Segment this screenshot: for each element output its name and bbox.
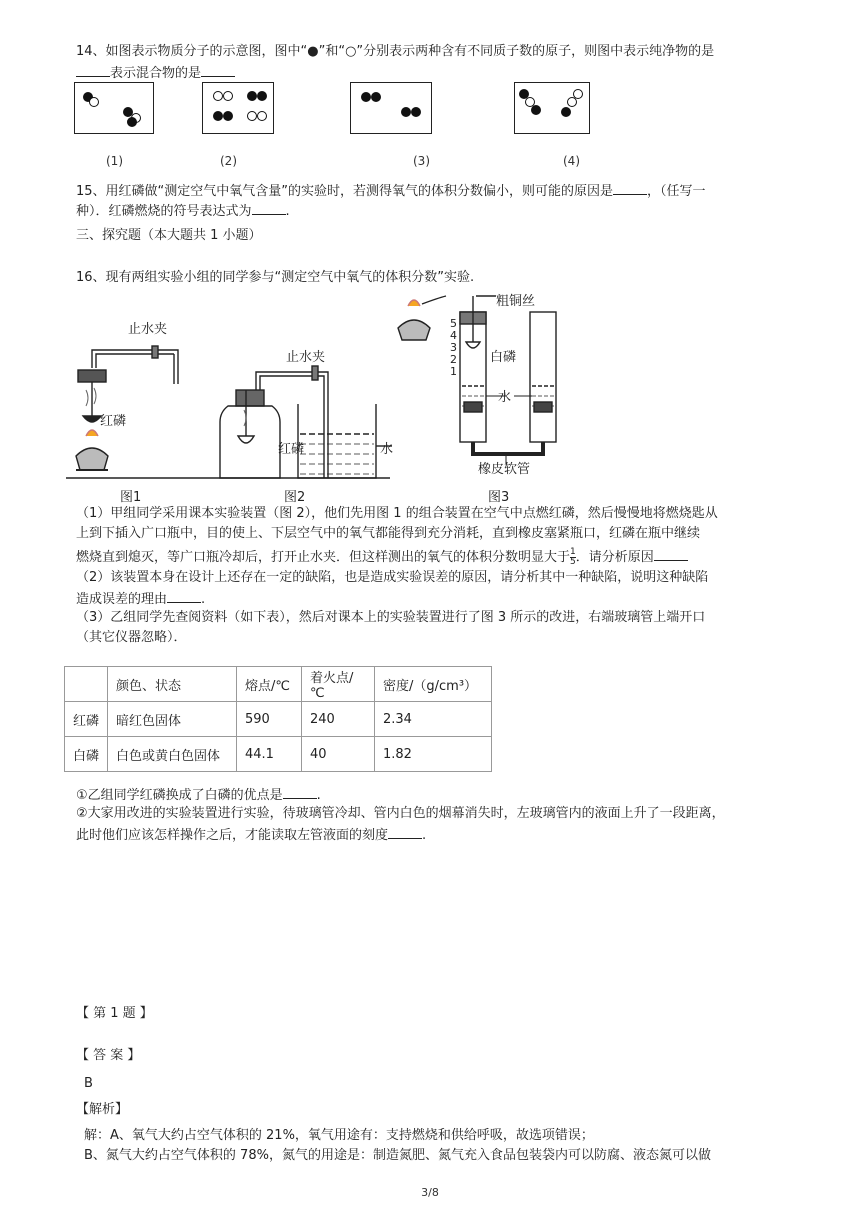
q14-blank-mixture[interactable] xyxy=(201,62,235,77)
table-header-cell: 熔点/℃ xyxy=(237,667,302,702)
table-cell: 40 xyxy=(302,737,375,772)
phosphorus-table xyxy=(64,666,492,772)
fig3-label-bailin: 白磷 xyxy=(490,350,517,365)
q16-blank-3[interactable] xyxy=(283,784,317,799)
molecule-label-2: (2) xyxy=(220,154,237,168)
q16-p2-b xyxy=(76,588,820,610)
fig3-caption: 图3 xyxy=(488,490,510,505)
table-row xyxy=(65,702,492,737)
page-number: 3/8 xyxy=(421,1186,439,1199)
q14-line2 xyxy=(76,62,820,84)
fig2-label-zhishuijia: 止水夹 xyxy=(286,350,326,365)
table-cell: 红磷 xyxy=(65,702,108,737)
q16-p2-b-tail: . xyxy=(201,592,206,607)
q15-text1-tail: ，（任写一 xyxy=(647,184,706,199)
q15-line1 xyxy=(76,180,820,202)
q15-blank-reason[interactable] xyxy=(613,180,647,195)
fig3-label-shui: 水 xyxy=(498,390,512,405)
molecule-label-4: (4) xyxy=(563,154,580,168)
q15-text1: 15、用红磷做“测定空气中氧气含量”的实验时，若测得氧气的体积分数偏小，则可能的原因是 xyxy=(76,184,614,199)
fig3-label-xiangpiruanguan: 橡皮软管 xyxy=(478,462,531,477)
q15-text2: 种）．红磷燃烧的符号表达式为 xyxy=(76,204,252,219)
fig2-caption: 图2 xyxy=(284,490,306,505)
q16-sub2-a: ②大家用改进的实验装置进行实验，待玻璃管冷却、管内白色的烟幕消失时，左玻璃管内的液面上升了一段距离， xyxy=(76,806,725,821)
answer-value: B xyxy=(84,1076,93,1091)
table-row xyxy=(65,737,492,772)
table-cell: 240 xyxy=(302,702,375,737)
molecule-box-3 xyxy=(350,82,432,134)
q16-p1-c-tail: ．请分析原因 xyxy=(575,550,654,565)
q16-sub2-b xyxy=(76,824,820,846)
fig2-label-shui: 水 xyxy=(380,442,394,457)
fig1-label-zhishuijia: 止水夹 xyxy=(128,322,168,337)
q15-blank-equation[interactable] xyxy=(252,200,286,215)
q15-line2 xyxy=(76,200,820,222)
q16-blank-2[interactable] xyxy=(167,588,201,603)
fraction-one-fifth: $\frac{1}{5}$ xyxy=(570,547,576,567)
molecule-label-1: (1) xyxy=(106,154,123,168)
molecule-box-4 xyxy=(514,82,590,134)
table-cell: 白色或黄白色固体 xyxy=(108,737,237,772)
molecule-label-3: (3) xyxy=(413,154,430,168)
q16-sub1-text: ①乙组同学红磷换成了白磷的优点是 xyxy=(76,788,283,803)
q16-p1-c-text: 燃烧直到熄灭，等广口瓶冷却后，打开止水夹．但这样测出的氧气的体积分数明显大于 xyxy=(76,550,571,565)
q14-line1: 14、如图表示物质分子的示意图，图中“●”和“○”分别表示两种含有不同质子数的原子，则图中表示纯净物的是 xyxy=(76,44,715,59)
table-header-row xyxy=(65,667,492,702)
q16-p3-b: （其它仪器忽略）． xyxy=(76,630,187,645)
q16-sub1 xyxy=(76,784,820,806)
table-cell: 590 xyxy=(237,702,302,737)
q16-intro: 16、现有两组实验小组的同学参与“测定空气中氧气的体积分数”实验. xyxy=(76,270,475,285)
analysis-title: 【解析】 xyxy=(76,1102,129,1117)
q14-blank-pure[interactable] xyxy=(76,62,110,77)
table-cell: 暗红色固体 xyxy=(108,702,237,737)
q16-p1-b: 上到下插入广口瓶中，目的使上、下层空气中的氧气都能得到充分消耗，直到橡皮塞紧瓶口，红磷在瓶中继续 xyxy=(76,526,701,541)
molecule-box-1 xyxy=(74,82,154,134)
q16-p3-a: （3）乙组同学先查阅资料（如下表），然后对课本上的实验装置进行了图 3 所示的改进，右端玻璃管上端开口 xyxy=(76,610,706,625)
q16-p1-a: （1）甲组同学采用课本实验装置（图 2），他们先用图 1 的组合装置在空气中点燃红磷，然后慢慢地将燃烧匙从 xyxy=(76,506,718,521)
q16-p1-c xyxy=(76,546,820,568)
table-cell: 1.82 xyxy=(375,737,492,772)
analysis-line-2: B、氮气大约占空气体积的 78%，氮气的用途是：制造氮肥、氮气充入食品包装袋内可以防腐、液态氮可以做 xyxy=(84,1148,711,1163)
table-header-cell: 颜色、状态 xyxy=(108,667,237,702)
q16-sub1-tail: . xyxy=(316,788,321,803)
q16-sub2-b-text: 此时他们应该怎样操作之后，才能读取左管液面的刻度 xyxy=(76,828,389,843)
q16-blank-4[interactable] xyxy=(388,824,422,839)
fig1-label-honglin: 红磷 xyxy=(100,414,127,429)
fig3-label-cutongsi: 粗铜丝 xyxy=(496,294,536,309)
q16-blank-1[interactable] xyxy=(654,546,688,561)
fig1-caption: 图1 xyxy=(120,490,142,505)
q16-p2-a: （2）该装置本身在设计上还存在一定的缺陷，也是造成实验误差的原因，请分析其中一种缺陷，说明这种缺陷 xyxy=(76,570,709,585)
section-3-heading: 三、探究题（本大题共 1 小题） xyxy=(76,228,262,243)
analysis-line-1: 解：A、氧气大约占空气体积的 21%，氧气用途有：支持燃烧和供给呼吸，故选项错误； xyxy=(84,1128,594,1143)
table-cell: 44.1 xyxy=(237,737,302,772)
table-header-cell: 密度/（g/cm³） xyxy=(375,667,492,702)
fig3-scale: 5 4 3 2 1 xyxy=(450,317,457,378)
q16-p2-b-text: 造成误差的理由 xyxy=(76,592,168,607)
answer-question-title: 【 第 1 题 】 xyxy=(76,1006,153,1021)
table-cell: 2.34 xyxy=(375,702,492,737)
table-cell: 白磷 xyxy=(65,737,108,772)
q16-sub2-b-tail: . xyxy=(422,828,427,843)
q15-text2-tail: . xyxy=(285,204,290,219)
fig2-label-honglin: 红磷 xyxy=(278,442,305,457)
table-header-cell xyxy=(65,667,108,702)
molecule-box-2 xyxy=(202,82,274,134)
q14-line2-text: 表示混合物的是 xyxy=(110,66,202,81)
answer-title: 【 答 案 】 xyxy=(76,1048,141,1063)
table-header-cell: 着火点/℃ xyxy=(302,667,375,702)
